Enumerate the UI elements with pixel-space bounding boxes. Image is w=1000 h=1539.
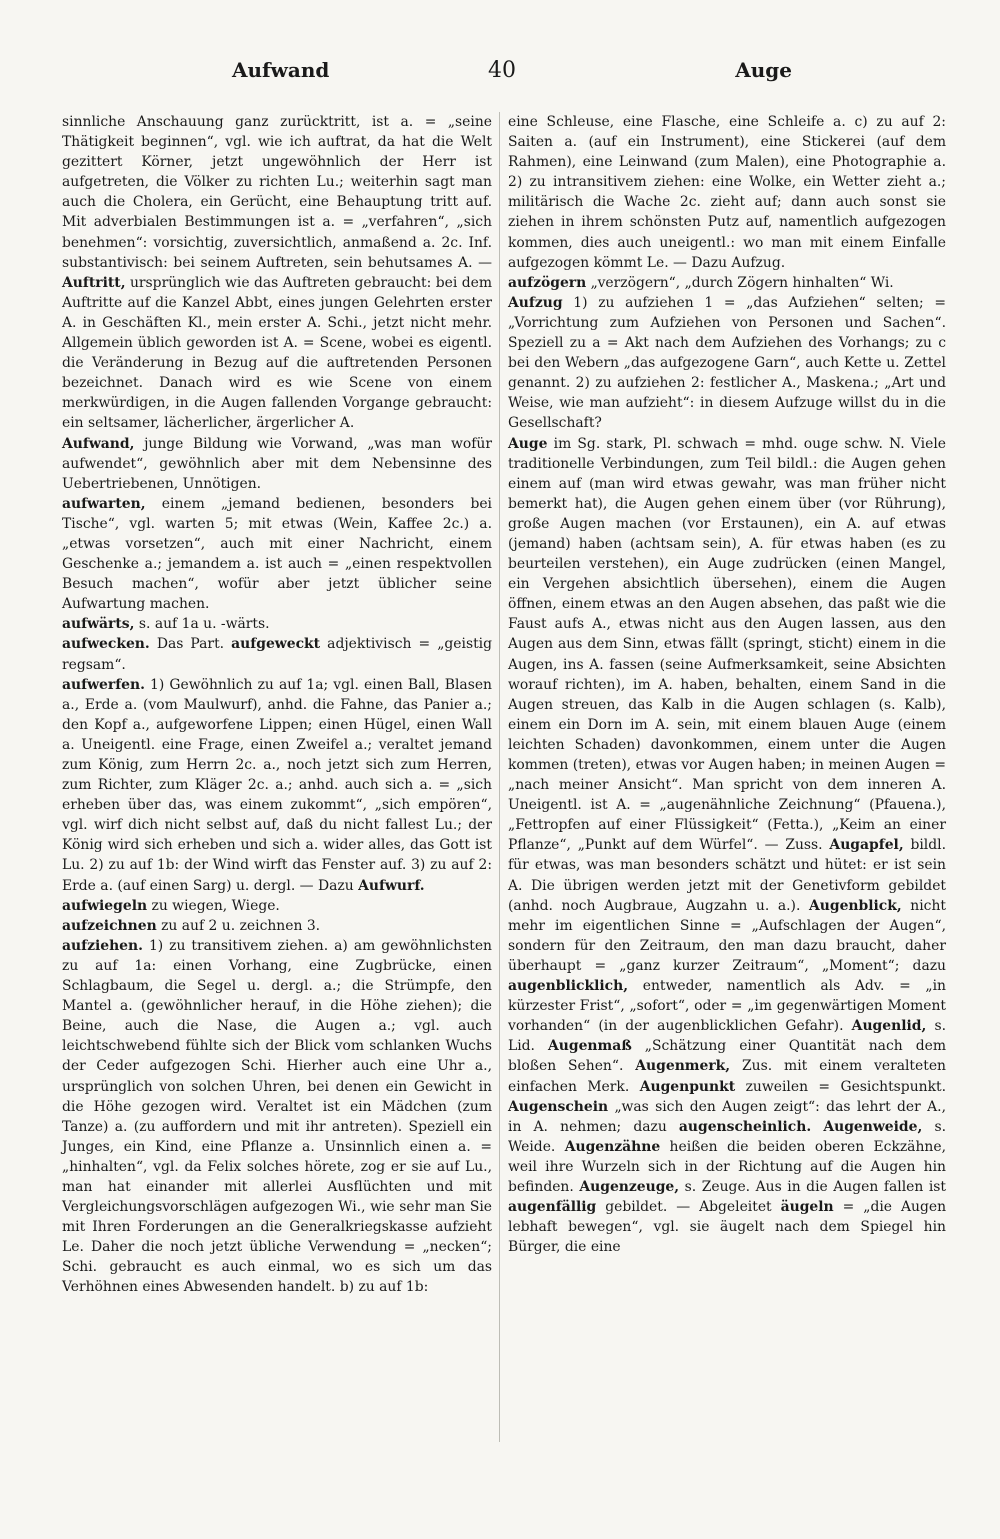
- entry-aufwand-continued: [62, 112, 492, 434]
- entry-text: im Sg. stark, Pl. schwach = mhd. ouge schw. N. Viele traditionelle Verbindungen, zum Teil bildl.: die Augen gehen einem auf (man wird etwas gewahr, was man früher nicht bemerkt hat), die Augen gehen einem über (vor Rührung), große Augen machen (vor Erstaunen), ein A. auf etwas (jemand) haben (achtsam sein), A. für etwas haben (es zu beurteilen verstehen), ein Auge zudrücken (einen Mangel, ein Vergehen absichtlich übersehen), einem die Augen öffnen, einem etwas an den Augen absehen, das paßt wie die Faust aufs A., etwas nicht aus den Augen lassen, aus den Augen aus dem Sinn, etwas fällt (springt, sticht) einem in die Augen, ins A. fassen (seine Aufmerksamkeit, seine Absichten worauf richten), im A. haben, behalten, einem Sand in die Augen streuen, das Kalb in die Augen schlagen (s. Kalb), einem ein Dorn im A. sein, mit einem blauen Auge (einem leichten Schaden) davonkommen, einem unter die Augen kommen (treten), etwas vor Augen haben; in meinen Augen = „nach meiner Ansicht“. Man spricht von dem inneren A. Uneigentl. ist A. = „augenähnliche Zeichnung“ (Pfauena.), „Fettropfen auf einer Flüssigkeit“ (Fetta.), „Keim an einer Pflanze“, „Punkt auf dem Würfel“. — Zuss.: [508, 435, 946, 854]
- page-number: 40: [488, 58, 516, 83]
- entry-text: „was sich den Augen zeigt“: das lehrt der A., in A. nehmen; dazu: [508, 1098, 947, 1135]
- headword: aufwecken.: [62, 636, 150, 653]
- left-column: [62, 112, 492, 1507]
- headword: Augenzeuge,: [579, 1178, 680, 1195]
- right-column: [508, 112, 947, 1256]
- entry-text: s. Lid.: [508, 1018, 947, 1055]
- headword: Aufzug: [508, 294, 563, 311]
- entry-text: nicht mehr im eigentlichen Sinne = „Aufschlagen der Augen“, sondern für den Zeitraum, den man dazu braucht, daher überhaupt = „ganz kurzer Zeitraum“, „Moment“; dazu: [508, 897, 946, 974]
- headword: Augenmaß: [548, 1038, 632, 1055]
- entry-text: „Schätzung einer Quantität nach dem bloßen Sehen“.: [508, 1038, 946, 1075]
- entry-text: gebildet. — Abgeleitet: [605, 1199, 772, 1216]
- entry-text: „verzögern“, „durch Zögern hinhalten“ Wi.: [590, 274, 894, 291]
- entry-aufzeichnen: [62, 916, 492, 936]
- entry-text: bildl. für etwas, was man besonders schätzt und hütet: er ist sein A. Die übrigen werden jetzt mit der Genetivform gebildet (anhd. noch Augbraue, Augzahn u. a.).: [508, 837, 946, 914]
- headword: augenblicklich,: [508, 978, 629, 995]
- headword: Augenweide,: [823, 1118, 923, 1135]
- entry-text: s. auf 1a u. -wärts.: [138, 616, 270, 633]
- headword: Auftritt,: [62, 274, 126, 291]
- headword: Augapfel,: [829, 837, 904, 854]
- entry-aufwerfen: [62, 675, 492, 896]
- headword: Augenpunkt: [639, 1078, 736, 1095]
- entry-text: s. Weide.: [508, 1118, 946, 1155]
- entry-text: 1) zu aufziehen 1 = „das Aufziehen“ selten; = „Vorrichtung zum Aufziehen von Personen und Sachen“. Speziell zu a = Akt nach dem Aufziehen des Vorhangs; zu c bei den Webern „das aufgezogene Garn“, auch Kette u. Zettel genannt. 2) zu aufziehen 2: festlicher A., Maskena.; „Art und Weise, wie man aufzieht“: in diesem Aufzuge willst du in die Gesellschaft?: [508, 294, 946, 432]
- headword: Augenschein: [508, 1098, 609, 1115]
- headword: Augenzähne: [564, 1138, 661, 1155]
- running-head-right: Auge: [735, 58, 792, 82]
- headword: Auge: [508, 435, 548, 452]
- entry-auge: [508, 434, 946, 1258]
- headword: äugeln: [780, 1199, 834, 1216]
- headword: aufziehen.: [62, 937, 143, 954]
- entry-text: 1) Gewöhnlich zu auf 1a; vgl. einen Ball, Blasen a., Erde a. (vom Maulwurf), anhd. die Fahne, das Panier a.; den Kopf a., aufgeworfene Lippen; einen Hügel, einen Wall a. Uneigentl. eine Frage, einen Zweifel a.; veraltet jemand zum König, zum Herrn 2c. a., noch jetzt sich zum Herren, zum Richter, zum Kläger 2c. a.; anhd. auch sich a. = „sich erheben über das, was einem zukommt“, „sich empören“, vgl. wirf dich nicht selbst auf, daß du nicht fallest Lu.; der König wird sich erheben und sich a. wider alles, das Gott ist Lu. 2) zu auf 1b: der Wind wirft das Fenster auf. 3) zu auf 2: Erde a. (auf einen Sarg) u. dergl. — Dazu: [62, 676, 492, 894]
- headword: Augenmerk,: [635, 1058, 731, 1075]
- entry-text: zu wiegen, Wiege.: [151, 897, 280, 914]
- entry-text: entweder, namentlich als Adv. = „in kürzester Frist“, „sofort“, oder = „im gegenwärtigen Moment vorhanden“ (in der augenblicklichen Gefahr).: [508, 978, 946, 1035]
- headword: aufzögern: [508, 274, 587, 291]
- entry-text: s. Zeuge. Aus in die Augen fallen ist: [684, 1178, 947, 1195]
- entry-aufwarten: [62, 494, 492, 615]
- headword: aufwiegeln: [62, 897, 148, 914]
- entry-text: zuweilen = Gesichtspunkt.: [745, 1078, 947, 1095]
- entry-text: junge Bildung wie Vorwand, „was man wofür aufwendet“, gewöhnlich aber mit dem Nebensinne des Uebertriebenen, Unnötigen.: [62, 435, 492, 492]
- entry-aufzug: [508, 293, 946, 434]
- headword: augenscheinlich.: [678, 1118, 812, 1135]
- entry-text: adjektivisch = „geistig regsam“.: [62, 636, 493, 673]
- entry-text: sinnliche Anschauung ganz zurücktritt, ist a. = „seine Thätigkeit beginnen“, vgl. wie ich auftrat, da hat die Welt gezittert Körner, jetzt ungewöhnlich der Herr ist aufgetreten, die Völker zu richten Lu.; weiterhin sagt man auch die Cholera, ein Gerücht, eine Behauptung tritt auf. Mit adverbialen Bestimmungen ist a. = „verfahren“, „sich benehmen“: vorsichtig, zuversichtlich, anmaßend a. 2c. Inf. substantivisch: bei seinem Auftreten, sein behutsames A. —: [62, 114, 492, 271]
- running-head-left: Aufwand: [232, 58, 330, 82]
- entry-text: Zus. mit einem veralteten einfachen Merk.: [508, 1058, 946, 1095]
- headword: aufwerfen.: [62, 676, 145, 693]
- headword: aufzeichnen: [62, 917, 157, 934]
- entry-text: einem „jemand bedienen, besonders bei Tische“, vgl. warten 5; mit etwas (Wein, Kaffee 2c.) a. „etwas vorsetzen“, auch mit einer Nachricht, einem Geschenke a.; jemandem a. ist auch = „einen respektvollen Besuch machen“, wofür aber jetzt üblicher seine Aufwartung machen.: [62, 495, 492, 613]
- headword: Augenlid,: [851, 1018, 927, 1035]
- entry-aufwecken: [62, 634, 492, 674]
- page-header: [62, 58, 942, 98]
- entry-text: Das Part.: [156, 636, 225, 653]
- entry-aufziehen: [62, 936, 492, 1298]
- entry-text: = „die Augen lebhaft bewegen“, vgl. sie äugelt nach dem Spiegel hin Bürger, die eine: [508, 1199, 947, 1256]
- headword: Aufwand,: [62, 435, 135, 452]
- entry-text: zu auf 2 u. zeichnen 3.: [161, 917, 321, 934]
- headword: augenfällig: [508, 1199, 597, 1216]
- entry-aufwand: [62, 434, 492, 494]
- entry-text: 1) zu transitivem ziehen. a) am gewöhnlichsten zu auf 1a: einen Vorhang, eine Zugbrücke, einen Schlagbaum, die Segel u. dergl. a.; die Strümpfe, den Mantel a. (gewöhnlicher herauf, in die Höhe ziehen); die Beine, auch die Nase, die Augen a.; vgl. auch leichtschwebend fühlte sich der Blick vom schlanken Wuchs der Ceder aufgezogen Schi. Hierher auch eine Uhr a., ursprünglich von solchen Uhren, bei denen ein Gewicht in die Höhe gezogen wird. Veraltet ist ein Mädchen (zum Tanze) a. (zu auffordern und mit ihr antreten). Speziell ein Junges, ein Kind, eine Pflanze a. Unsinnlich einen a. = „hinhalten“, vgl. da Felix solches hörete, zog er sie auf Lu., man hat einander mit allerlei Ausflüchten und mit Vergleichungsvorschlägen aufgezogen Wi., wie sehr man Sie mit Ihren Forderungen an die Generalkriegskasse aufzieht Le. Daher die noch jetzt übliche Verwendung = „necken“; Schi. gebraucht es auch einmal, wo es sich um das Verhöhnen eines Abwesenden handelt. b) zu auf 1b:: [62, 937, 492, 1296]
- headword: Aufwurf.: [358, 877, 425, 894]
- column-divider: [499, 112, 500, 1442]
- entry-text: eine Schleuse, eine Flasche, eine Schleife a. c) zu auf 2: Saiten a. (auf ein Instrument), eine Stickerei (auf dem Rahmen), eine Leinwand (zum Malen), eine Photographie a. 2) zu intransitivem ziehen: eine Wolke, ein Wetter zieht a.; militärisch die Wache 2c. zieht auf; dann auch sonst sie ziehen in ihrem schönsten Putz auf, namentlich aufgezogen kommen, dies auch uneigentl.: wo man mit einem Einfalle aufgezogen kömmt Le. — Dazu Aufzug.: [508, 114, 946, 271]
- entry-aufziehen-continued: [508, 112, 946, 273]
- entry-aufwaerts: [62, 614, 492, 634]
- headword: aufgeweckt: [231, 636, 321, 653]
- entry-aufwiegeln: [62, 896, 492, 916]
- headword: aufwarten,: [62, 495, 146, 512]
- headword: aufwärts,: [62, 616, 135, 633]
- entry-text: heißen die beiden oberen Eckzähne, weil ihre Wurzeln sich in der Richtung auf die Augen hin befinden.: [508, 1138, 946, 1195]
- entry-text: ursprünglich wie das Auftreten gebraucht: bei dem Auftritte auf die Kanzel Abbt, eines jungen Gelehrten erster A. in Geschäften Kl., mein erster A. Schi., jetzt nicht mehr. Allgemein üblich geworden ist A. = Scene, wobei es eigentl. die Veränderung in Bezug auf die auftretenden Personen bezeichnet. Danach wird es wie Scene von einem merkwürdigen, in die Augen fallenden Vorgange gebraucht: ein seltsamer, lächerlicher, ärgerlicher A.: [62, 274, 492, 432]
- entry-aufzoegern: [508, 273, 946, 293]
- headword: Augenblick,: [808, 897, 902, 914]
